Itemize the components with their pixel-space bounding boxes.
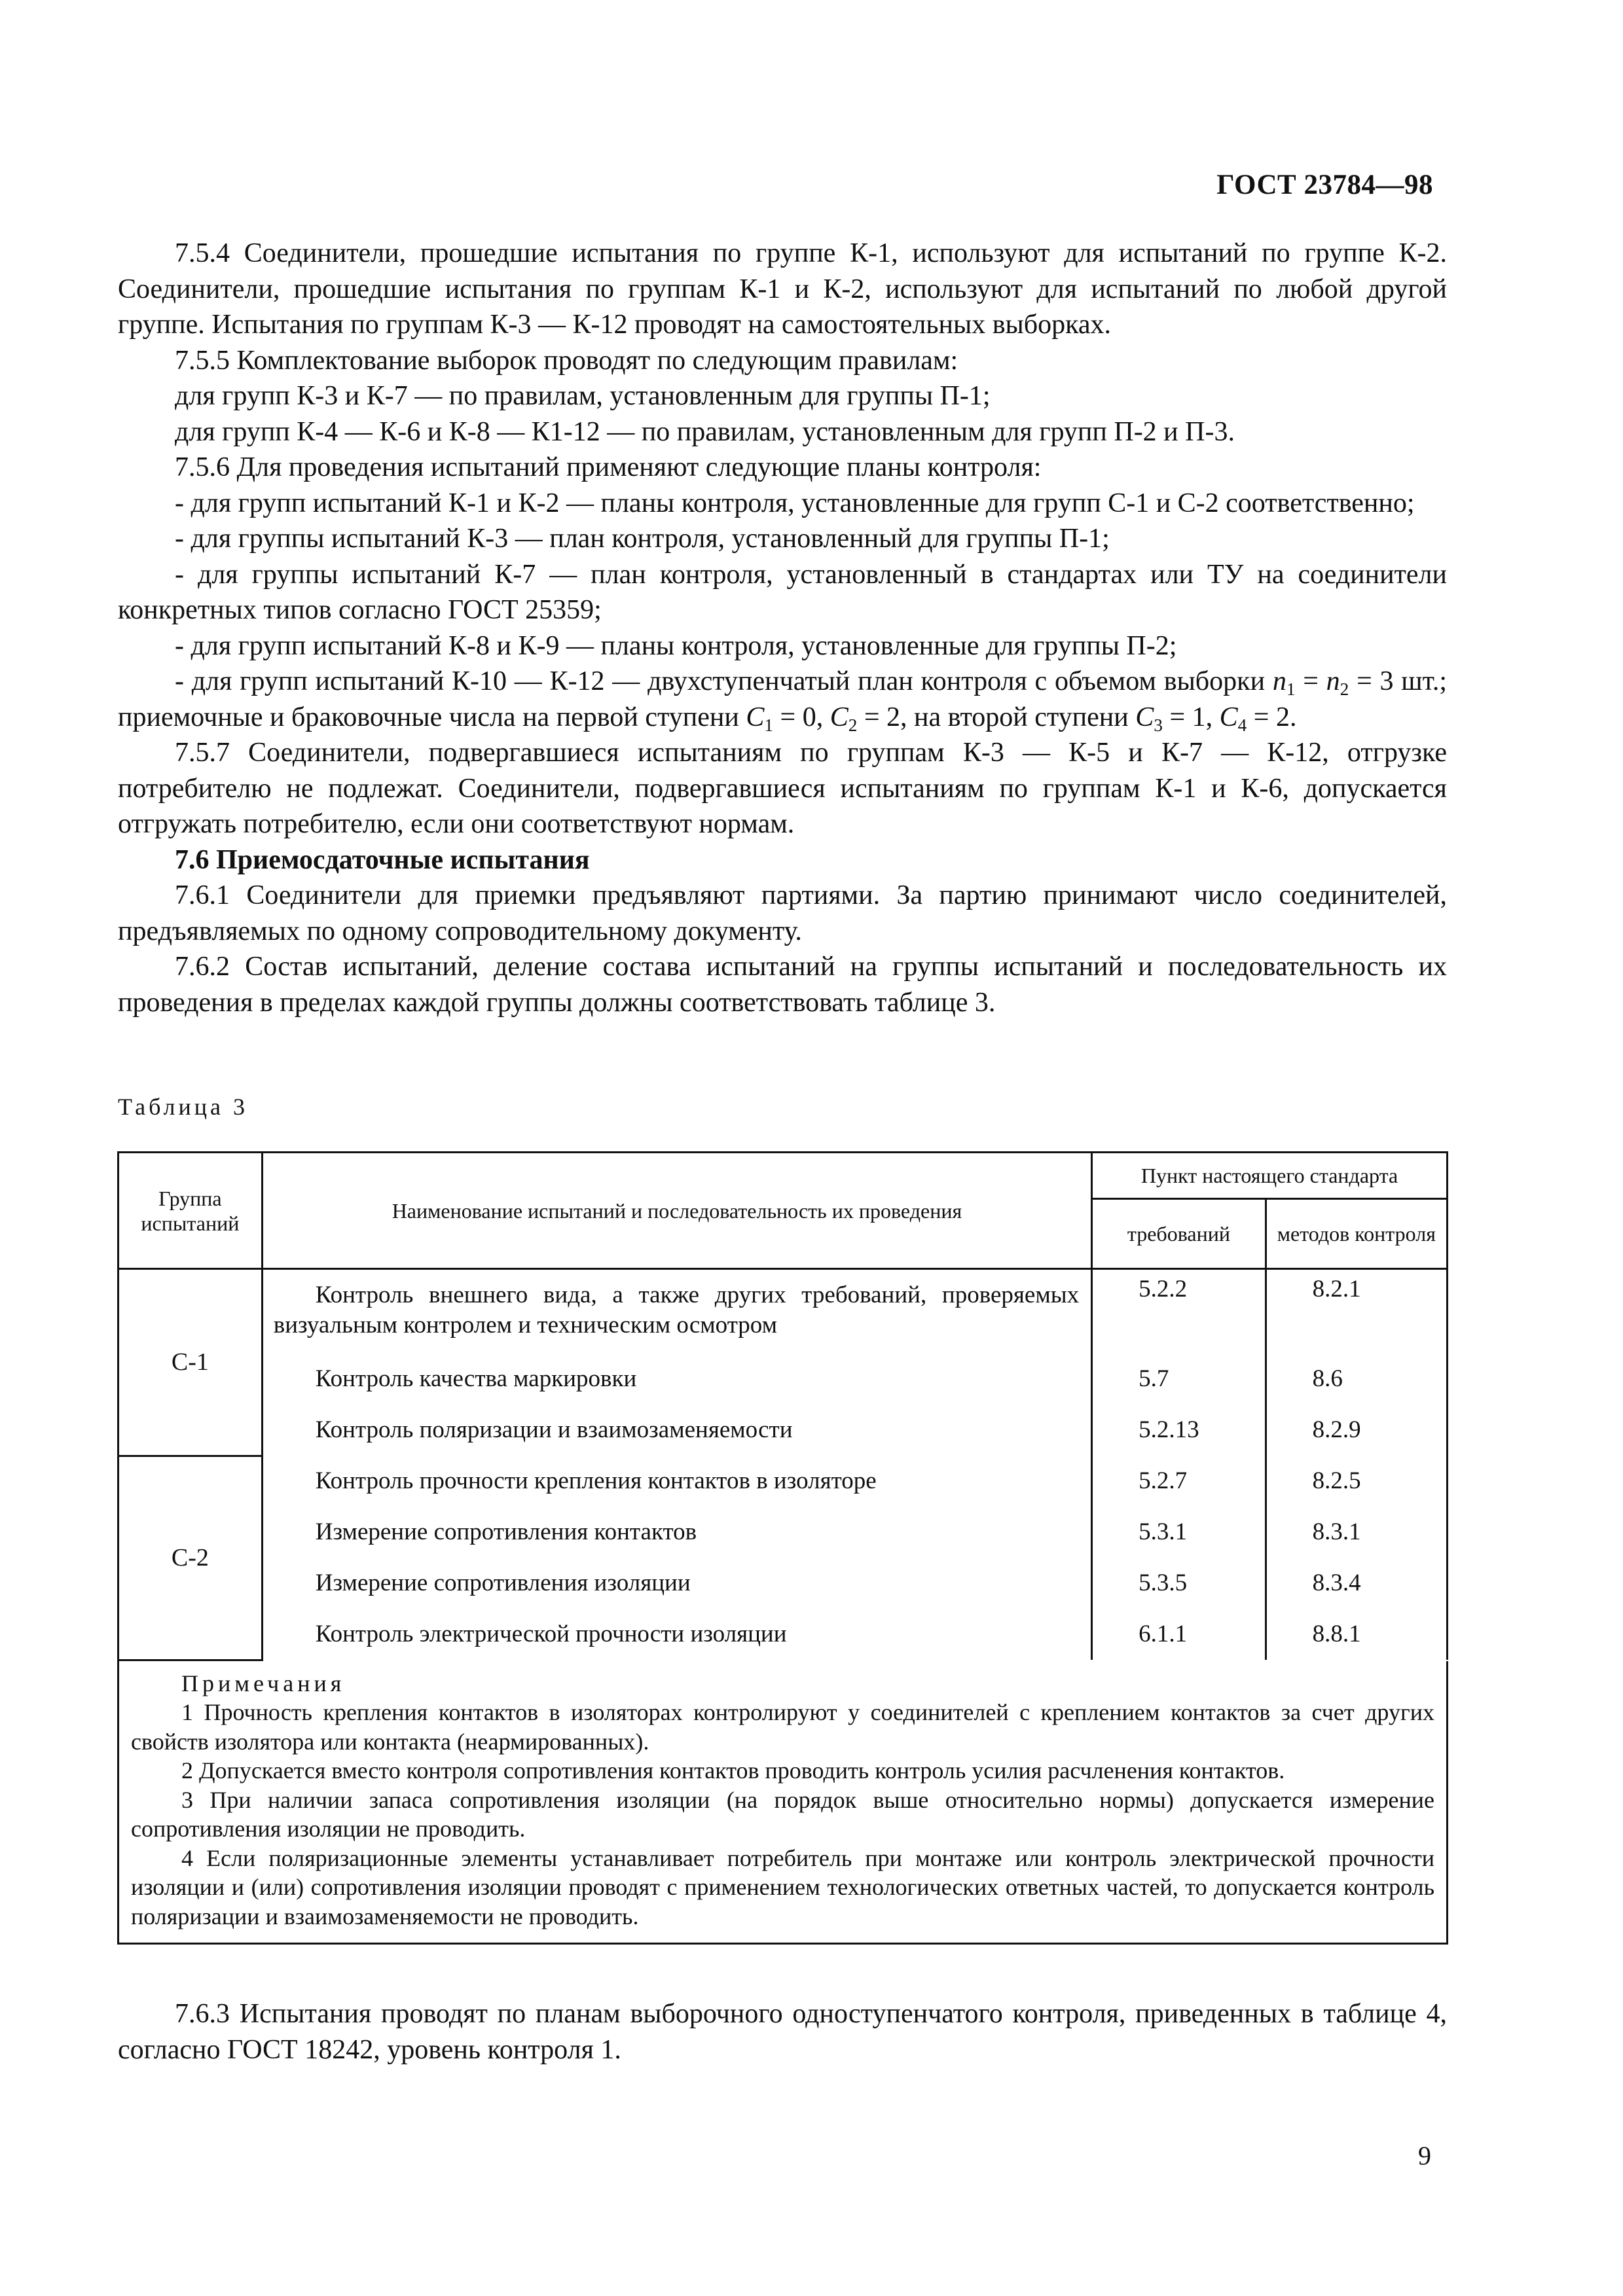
document-header: ГОСТ 23784—98	[1216, 170, 1433, 200]
note-item: 4 Если поляризационные элементы устанавливает потребитель при монтаже или контроль электрической прочности изоляции и (или) сопротивления изоляции проводят с применением технологических ответных частей, то допускается контроль поляризации и взаимозаменяемости не проводить.	[131, 1844, 1434, 1929]
method-clause: 8.2.5	[1312, 1467, 1361, 1494]
body-text	[118, 236, 1447, 1020]
note-item: 1 Прочность крепления контактов в изоляторах контролируют у соединителей с креплением контактов за счет других свойств изолятора или контакта (неармированных).	[131, 1699, 1434, 1755]
paragraph-plan-k7: - для группы испытаний К-7 — план контроля, установленный в стандартах или ТУ на соединители конкретных типов согласно ГОСТ 25359;	[118, 559, 1447, 625]
method-clause: 8.8.1	[1312, 1621, 1361, 1647]
group-cell: С-2	[119, 1456, 263, 1660]
paragraph-7-5-5: 7.5.5 Комплектование выборок проводят по следующим правилам:	[175, 345, 958, 376]
test-name: Контроль внешнего вида, а также других требований, проверяемых визуальным контролем и техническим осмотром	[273, 1282, 1080, 1338]
requirement-clause: 6.1.1	[1139, 1621, 1188, 1647]
paragraph-7-6-2: 7.6.2 Состав испытаний, деление состава испытаний на группы испытаний и последовательность их проведения в пределах каждой группы должны соответствовать таблице 3.	[118, 952, 1447, 1018]
test-name: Контроль качества маркировки	[315, 1365, 637, 1392]
method-clause: 8.3.4	[1312, 1570, 1361, 1596]
note-item: 2 Допускается вместо контроля сопротивления контактов проводить контроль усилия расчленения контактов.	[181, 1757, 1285, 1784]
header-methods: методов контроля	[1266, 1199, 1447, 1269]
table-row-group-c1	[119, 1269, 1448, 1456]
table-notes	[117, 1661, 1448, 1945]
paragraph-plan-k1-k2: - для групп испытаний К-1 и К-2 — планы контроля, установленные для групп С-1 и С-2 соответственно;	[175, 488, 1415, 518]
table-row-group-c2	[119, 1456, 1448, 1660]
requirement-clause: 5.3.5	[1139, 1570, 1188, 1596]
group-cell: С-1	[119, 1269, 263, 1456]
test-name: Измерение сопротивления изоляции	[315, 1570, 691, 1596]
requirement-clause: 5.7	[1139, 1365, 1169, 1392]
table-3	[117, 1151, 1448, 1945]
paragraph-plan-k10-k12: - для групп испытаний К-10 — К-12 — двухступенчатый план контроля с объемом выборки $n_1 = n_2 = 3$ шт.; приемочные и браковочные числа на первой ступени $C_1 = 0$, $C_2 = 2$, на второй ступени $C_3 = 1$, $C_4 = 2$.	[118, 666, 1447, 735]
header-requirements: требований	[1092, 1199, 1266, 1269]
header-group: Группа испытаний	[119, 1153, 263, 1269]
requirement-clause: 5.2.2	[1139, 1276, 1188, 1302]
header-name: Наименование испытаний и последовательность их проведения	[262, 1153, 1091, 1269]
page-number: 9	[1418, 2141, 1431, 2170]
test-name: Контроль прочности крепления контактов в изоляторе	[315, 1467, 877, 1494]
notes-title: Примечания	[181, 1670, 346, 1696]
paragraph-7-5-7: 7.5.7 Соединители, подвергавшиеся испытаниям по группам К-3 — К-5 и К-7 — К-12, отгрузке потребителю не подлежат. Соединители, подвергавшиеся испытаниям по группам К-1 и К-6, допускается отгружать потребителю, если они соответствуют нормам.	[118, 738, 1447, 839]
paragraph-plan-k8-k9: - для групп испытаний К-8 и К-9 — планы контроля, установленные для группы П-2;	[175, 630, 1177, 661]
requirement-clause: 5.2.13	[1139, 1416, 1199, 1443]
paragraph-rule-1: для групп К-3 и К-7 — по правилам, установленным для группы П-1;	[175, 381, 991, 411]
table-caption: Таблица 3	[118, 1094, 248, 1120]
header-clause: Пункт настоящего стандарта	[1092, 1153, 1448, 1199]
requirement-clause: 5.2.7	[1139, 1467, 1188, 1494]
paragraph-7-6-1: 7.6.1 Соединители для приемки предъявляют партиями. За партию принимают число соединителей, предъявляемых по одному сопроводительному документу.	[118, 880, 1447, 946]
requirement-clause: 5.3.1	[1139, 1518, 1188, 1545]
paragraph-7-6-3: 7.6.3 Испытания проводят по планам выборочного одноступенчатого контроля, приведенных в таблице 4, согласно ГОСТ 18242, уровень контроля 1.	[118, 1999, 1447, 2065]
section-heading-7-6: 7.6 Приемосдаточные испытания	[175, 844, 590, 875]
note-item: 3 При наличии запаса сопротивления изоляции (на порядок выше относительно нормы) допускается измерение сопротивления изоляции не проводить.	[131, 1786, 1434, 1842]
body-text-after-table	[118, 1996, 1447, 2068]
paragraph-plan-k3: - для группы испытаний К-3 — план контроля, установленный для группы П-1;	[175, 524, 1110, 554]
method-clause: 8.2.1	[1312, 1276, 1361, 1302]
test-name: Контроль электрической прочности изоляции	[315, 1621, 787, 1647]
paragraph-7-5-6: 7.5.6 Для проведения испытаний применяют следующие планы контроля:	[175, 452, 1042, 482]
method-clause: 8.3.1	[1312, 1518, 1361, 1545]
method-clause: 8.6	[1312, 1365, 1343, 1392]
test-name: Контроль поляризации и взаимозаменяемости	[315, 1416, 793, 1443]
test-name: Измерение сопротивления контактов	[315, 1518, 697, 1545]
method-clause: 8.2.9	[1312, 1416, 1361, 1443]
paragraph-7-5-4: 7.5.4 Соединители, прошедшие испытания по группе К-1, используют для испытаний по группе К-2. Соединители, прошедшие испытания по группам К-1 и К-2, используют для испытаний по любой другой группе. Испытания по группам К-3 — К-12 проводят на самостоятельных выборках.	[118, 238, 1447, 340]
paragraph-rule-2: для групп К-4 — К-6 и К-8 — К1-12 — по правилам, установленным для групп П-2 и П-3.	[175, 416, 1235, 447]
